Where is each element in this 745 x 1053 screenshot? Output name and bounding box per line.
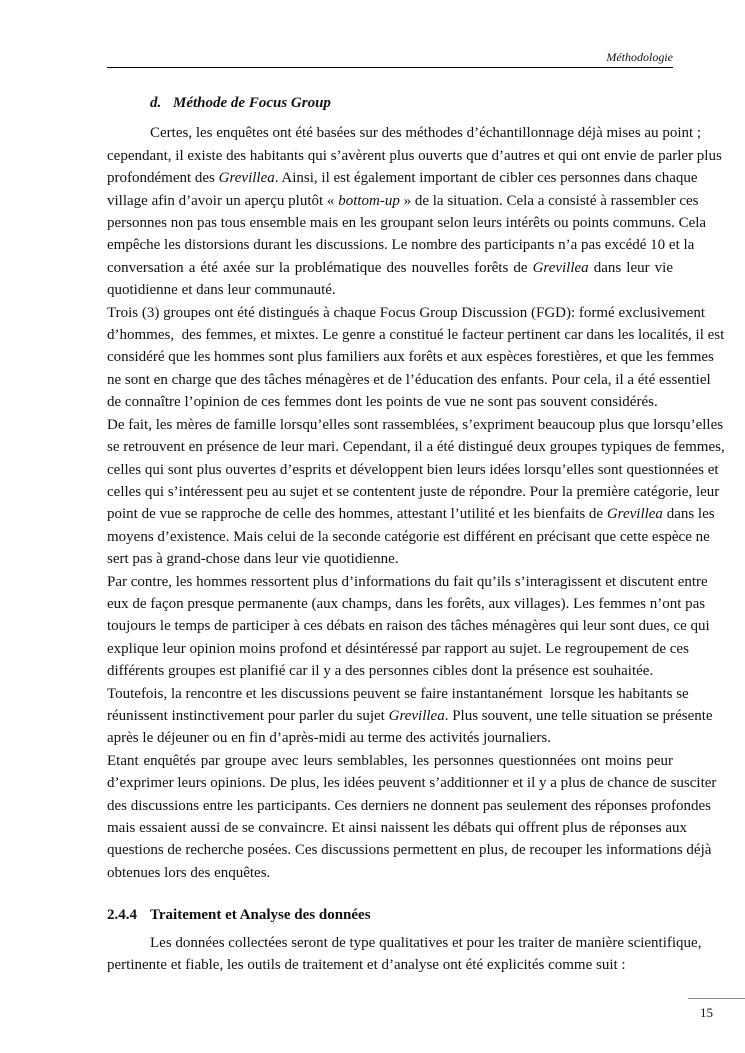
text: des discussions entre les participants. Ces derniers ne donnent pas seulement des réponses profondes bbox=[107, 797, 712, 814]
italic-text: Grevillea bbox=[532, 259, 589, 276]
text-line bbox=[107, 190, 699, 212]
text: Toutefois, la rencontre et les discussions peuvent se faire instantanément lorsque les habitants se bbox=[107, 685, 689, 702]
text-line bbox=[107, 369, 711, 391]
text-line bbox=[107, 234, 695, 256]
text-line bbox=[107, 727, 673, 749]
paragraph bbox=[107, 683, 713, 750]
page-body bbox=[107, 92, 725, 976]
text: eux de façon presque permanente (aux champs, dans les forêts, aux villages). Les femmes n’ont pas bbox=[107, 595, 706, 612]
text: Par contre, les hommes ressortent plus d’informations du fait qu’ils s’interagissent et discutent entre bbox=[107, 573, 708, 590]
text-line bbox=[107, 145, 722, 167]
text-line bbox=[107, 212, 707, 234]
text: profondément des bbox=[107, 170, 219, 187]
text-line bbox=[107, 862, 673, 884]
text-line bbox=[107, 391, 673, 413]
text: village afin d’avoir un aperçu plutôt « bbox=[107, 192, 339, 209]
text-line bbox=[107, 279, 673, 301]
text: mais essaient aussi de se convaincre. Et ainsi naissent les débats qui offrent plus de réponses aux bbox=[107, 820, 687, 836]
subsection-title: Méthode de Focus Group bbox=[173, 95, 331, 111]
text-line bbox=[107, 481, 720, 503]
text: moyens d’existence. Mais celui de la seconde catégorie est différent en précisant que cette espèce ne bbox=[107, 528, 710, 545]
paragraph bbox=[107, 750, 717, 884]
text: Les données collectées seront de type qualitatives et pour les traiter de manière scientifique, bbox=[150, 934, 702, 951]
text-line bbox=[107, 705, 713, 727]
text-line bbox=[107, 660, 673, 682]
text-line bbox=[107, 346, 714, 368]
section-heading bbox=[107, 904, 673, 926]
text: obtenues lors des enquêtes. bbox=[107, 864, 271, 881]
footer-rule bbox=[688, 998, 745, 999]
italic-text: Grevillea bbox=[388, 707, 445, 724]
text-line bbox=[107, 257, 673, 279]
text: dans les bbox=[662, 506, 715, 523]
paragraph bbox=[107, 932, 702, 977]
text: empêche les distorsions durant les discussions. Le nombre des participants n’a pas excédé 10 et la bbox=[107, 237, 695, 254]
text-line bbox=[107, 817, 687, 839]
text: » de la situation. Cela a consisté à rassembler ces bbox=[399, 192, 699, 209]
text-line bbox=[107, 436, 725, 458]
paragraphs bbox=[107, 122, 725, 884]
italic-text: bottom-up bbox=[338, 192, 400, 209]
section-number: 2.4.4 bbox=[107, 907, 137, 924]
italic-text: Grevillea bbox=[606, 506, 663, 523]
text-line bbox=[107, 503, 715, 525]
text: celles qui sont plus ouvertes d’esprits et développent bien leurs idées lorsqu’elles sont questionnées et bbox=[107, 461, 719, 478]
text-line bbox=[107, 526, 710, 548]
text: Etant enquêtés par groupe avec leurs semblables, les personnes questionnées ont moins peur bbox=[107, 752, 673, 769]
paragraph bbox=[107, 122, 722, 301]
paragraph bbox=[107, 302, 725, 414]
subsection-heading bbox=[107, 92, 673, 114]
running-header: Méthodologie bbox=[606, 50, 673, 64]
text-line bbox=[107, 750, 673, 772]
header-rule bbox=[107, 67, 673, 68]
text-line bbox=[107, 954, 673, 976]
text-line bbox=[107, 683, 689, 705]
text: pertinente et fiable, les outils de traitement et d’analyse ont été explicités comme suit : bbox=[107, 957, 626, 974]
text: explique leur opinion moins profond et désintéressé par rapport au sujet. Le regroupement de ces bbox=[107, 640, 689, 657]
text: après le déjeuner ou en fin d’après-midi au terme des activités journaliers. bbox=[107, 730, 551, 747]
text: conversation a été axée sur la problématique des nouvelles forêts de bbox=[107, 259, 533, 276]
text-line bbox=[107, 795, 712, 817]
text: personnes non pas tous ensemble mais en les groupant selon leurs intérêts ou points communs. Cela bbox=[107, 215, 707, 232]
text-line bbox=[107, 615, 710, 637]
text-line bbox=[107, 122, 702, 144]
text: celles qui s’intéressent peu au sujet et se contentent juste de répondre. Pour la première catégorie, leur bbox=[107, 483, 720, 500]
text: point de vue se rapproche de celle des hommes, attestant l’utilité et les bienfaits de bbox=[107, 506, 607, 523]
text: . Plus souvent, une telle situation se présente bbox=[444, 707, 713, 724]
page-number: 15 bbox=[700, 1005, 713, 1020]
text-line bbox=[107, 638, 689, 660]
text-line bbox=[107, 302, 706, 324]
text-line bbox=[107, 459, 719, 481]
text: d’hommes, des femmes, et mixtes. Le genre a constitué le facteur pertinent car dans les localités, il est bbox=[107, 327, 725, 344]
section-title: Traitement et Analyse des données bbox=[150, 907, 371, 924]
text: de connaître l’opinion de ces femmes dont les points de vue ne sont pas souvent considérés. bbox=[107, 394, 658, 411]
text: différents groupes est planifié car il y a des personnes cibles dont la présence est souhaitée. bbox=[107, 663, 654, 680]
italic-text: Grevillea bbox=[218, 170, 275, 187]
text: d’exprimer leurs opinions. De plus, les idées peuvent s’additionner et il y a plus de chance de susciter bbox=[107, 775, 717, 792]
text-line bbox=[107, 772, 717, 794]
subsection-label: d. bbox=[150, 95, 162, 111]
text: réunissent instinctivement pour parler du sujet bbox=[107, 707, 389, 724]
text: Trois (3) groupes ont été distingués à chaque Focus Group Discussion (FGD): formé exclusivement bbox=[107, 304, 706, 321]
text: sert pas à grand-chose dans leur vie quotidienne. bbox=[107, 551, 399, 568]
text: . Ainsi, il est également important de cibler ces personnes dans chaque bbox=[274, 170, 698, 187]
text: ne sont en charge que des tâches ménagères et de l’éducation des enfants. Pour cela, il a été essentiel bbox=[107, 371, 711, 388]
text-line bbox=[107, 839, 712, 861]
text: quotidienne et dans leur communauté. bbox=[107, 282, 336, 299]
text: Certes, les enquêtes ont été basées sur des méthodes d’échantillonnage déjà mises au point ; bbox=[150, 125, 702, 142]
text-line bbox=[107, 548, 673, 570]
text: cependant, il existe des habitants qui s’avèrent plus ouverts que d’autres et qui ont envie de parler plus bbox=[107, 147, 722, 164]
paragraph bbox=[107, 571, 710, 683]
text-line bbox=[107, 324, 725, 346]
text-line bbox=[107, 571, 708, 593]
text: considéré que les hommes sont plus familiers aux forêts et aux espèces forestières, et que les femmes bbox=[107, 349, 714, 366]
text: De fait, les mères de famille lorsqu’elles sont rassemblées, s’expriment beaucoup plus que lorsqu’elles bbox=[107, 416, 724, 433]
paragraph bbox=[107, 414, 725, 571]
text: questions de recherche posées. Ces discussions permettent en plus, de recouper les informations déjà bbox=[107, 842, 712, 859]
text-line bbox=[107, 414, 724, 436]
text: se retrouvent en présence de leur mari. Cependant, il a été distingué deux groupes typiques de femmes, bbox=[107, 439, 725, 456]
text: toujours le temps de participer à ces débats en raison des tâches ménagères qui leur sont dues, ce qui bbox=[107, 618, 710, 635]
text-line bbox=[107, 932, 702, 954]
section-paragraphs bbox=[107, 932, 702, 977]
text-line bbox=[107, 167, 698, 189]
text-line bbox=[107, 593, 706, 615]
text: dans leur vie bbox=[588, 259, 674, 276]
